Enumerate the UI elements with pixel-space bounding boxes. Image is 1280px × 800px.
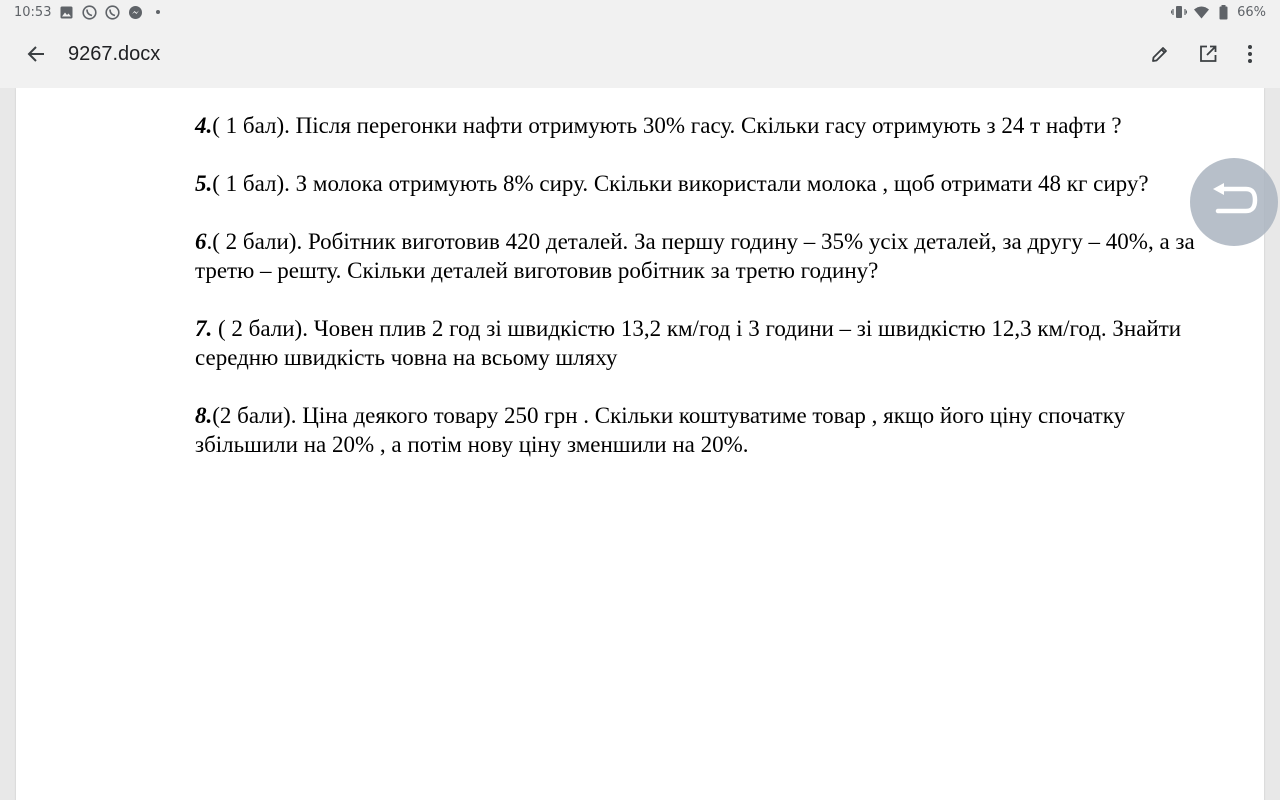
task-text: ( 1 бал). Після перегонки нафти отримують 30% гасу. Скільки гасу отримують з 24 т нафти ?: [212, 113, 1122, 138]
return-floating-button[interactable]: [1190, 158, 1278, 246]
return-arrow-icon: [1208, 183, 1260, 221]
document-page: [16, 88, 1264, 800]
app-bar: [0, 24, 1280, 88]
open-external-button[interactable]: [1192, 40, 1224, 72]
task-text: .( 2 бали). Робітник виготовив 420 деталей. За першу годину – 35% усіх деталей, за другу – 40%, а за третю – решту. Скільки деталей виготовив робітник за третю годину?: [195, 229, 1195, 283]
battery-percent: 66%: [1237, 4, 1266, 20]
dot-icon: [150, 4, 166, 20]
task-8: [195, 401, 1195, 459]
task-text: ( 2 бали). Човен плив 2 год зі швидкістю 13,2 км/год і 3 години – зі швидкістю 12,3 км/год. Знайти середню швидкість човна на всьому шляху: [195, 316, 1182, 370]
task-number: 8.: [195, 403, 213, 428]
status-time: 10:53: [14, 4, 52, 20]
task-text: (2 бали). Ціна деякого товару 250 грн . Скільки коштуватиме товар , якщо його ціну спочатку збільшили на 20% , а потім нову ціну зменшили на 20%.: [195, 403, 1126, 457]
task-6: [195, 227, 1195, 285]
status-right: [1171, 4, 1266, 20]
task-number: 5.: [195, 171, 213, 196]
status-bar: [0, 0, 1280, 24]
more-options-button[interactable]: [1234, 40, 1266, 72]
task-4: [195, 111, 1195, 140]
image-icon: [58, 4, 74, 20]
messenger-icon: [127, 4, 143, 20]
vibrate-icon: [1171, 4, 1187, 20]
task-number: 4.: [195, 113, 213, 138]
document-content: [195, 111, 1195, 488]
task-number: 7.: [195, 316, 213, 341]
status-left: [14, 4, 166, 20]
wifi-icon: [1193, 4, 1209, 20]
back-button[interactable]: [20, 40, 52, 72]
document-viewer[interactable]: [0, 88, 1280, 800]
task-number: 6: [195, 229, 207, 254]
task-text: ( 1 бал). З молока отримують 8% сиру. Скільки використали молока , щоб отримати 48 кг сиру?: [212, 171, 1149, 196]
task-7: [195, 314, 1195, 372]
viber-icon: [104, 4, 120, 20]
arrow-back-icon: [26, 44, 46, 68]
task-5: [195, 169, 1195, 198]
edit-button[interactable]: [1144, 40, 1176, 72]
edit-icon: [1150, 44, 1170, 68]
battery-icon: [1215, 4, 1231, 20]
more-vert-icon: [1247, 44, 1253, 68]
open-external-icon: [1198, 44, 1218, 68]
viber-icon: [81, 4, 97, 20]
document-title: 9267.docx: [68, 43, 161, 65]
